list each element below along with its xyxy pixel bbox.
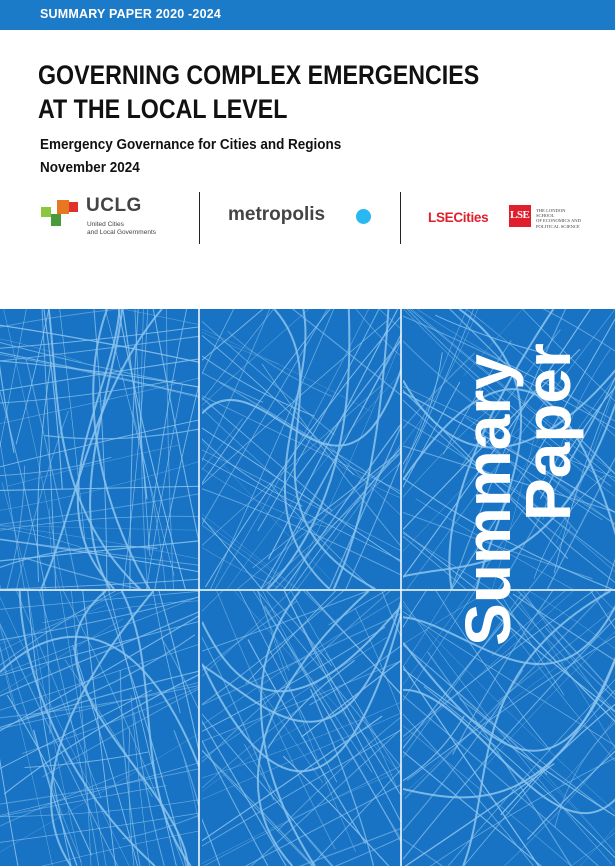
lse-cities-logo: LSECities: [428, 210, 489, 225]
logo-divider: [400, 192, 401, 244]
partner-logos: [0, 190, 615, 246]
title-line-2: AT THE LOCAL LEVEL: [38, 94, 288, 124]
uclg-subtitle: United Cities and Local Governments: [87, 221, 157, 236]
paper-word: Paper: [512, 343, 584, 521]
lse-school-name: THE LONDON SCHOOL OF ECONOMICS AND POLITICAL SCIENCE: [536, 208, 581, 229]
page-title: [38, 58, 479, 126]
subtitle: Emergency Governance for Cities and Regions: [40, 137, 342, 153]
top-banner: [0, 0, 615, 30]
metropolis-dot-icon: [356, 209, 371, 224]
summary-word: Summary: [452, 354, 524, 646]
logo-divider: [199, 192, 200, 244]
uclg-logo-icon: [40, 198, 80, 228]
street-map-illustration: [0, 309, 615, 866]
uclg-name: UCLG: [86, 195, 142, 216]
title-line-1: GOVERNING COMPLEX EMERGENCIES: [38, 60, 480, 90]
lse-badge-icon: LSE: [509, 205, 531, 227]
city-map-grid: [0, 309, 615, 866]
map-tile: [234, 309, 615, 770]
publication-date: November 2024: [40, 160, 140, 176]
summary-paper-label: SUMMARY PAPER 2020 -2024: [40, 7, 222, 21]
metropolis-logo: metropolis: [228, 204, 326, 225]
